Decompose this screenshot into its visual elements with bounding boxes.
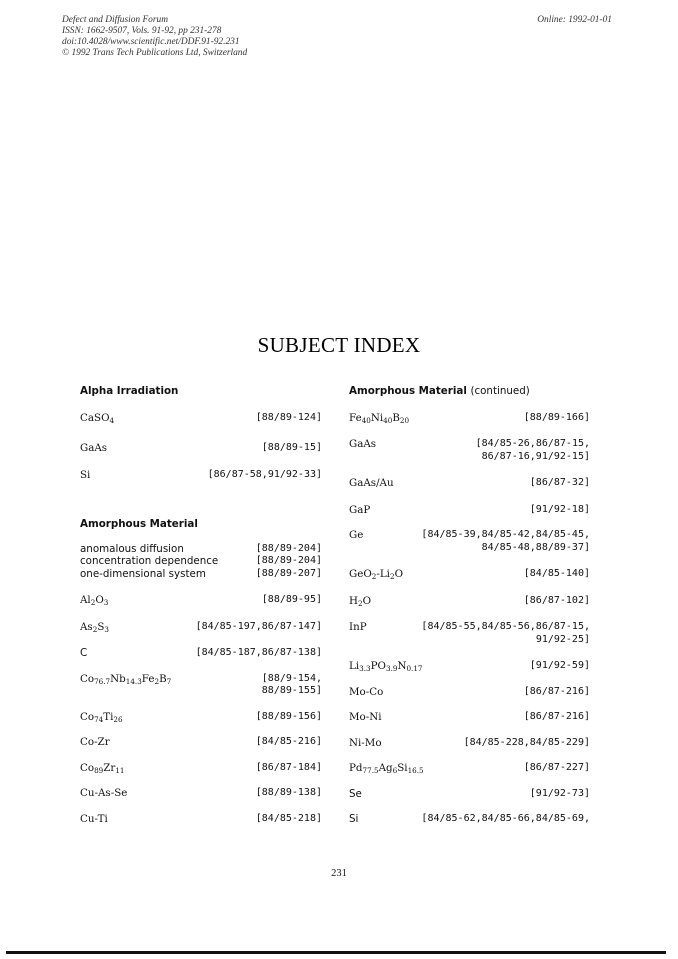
entry-reference: [88/9-154, 88/89-155] bbox=[261, 672, 322, 696]
entry-reference: [86/87-102] bbox=[523, 594, 590, 606]
index-entry: $GeO_2-Li_2O$ [84/85-140] bbox=[349, 568, 590, 581]
entry-reference: [88/89-124] bbox=[255, 411, 322, 423]
entry-reference: [84/85-218] bbox=[255, 812, 322, 824]
entry-reference: [86/87-227] bbox=[523, 762, 590, 773]
entry-reference: [91/92-18] bbox=[529, 503, 590, 515]
entry-reference: [84/85-39,84/85-42,84/85-45, 84/85-48,88/89-37] bbox=[421, 529, 590, 553]
index-entry: Ni-Mo [84/85-228,84/85-229] bbox=[349, 736, 590, 749]
index-entry: $Li_{3.3}PO_{3.9}N_{0.17}$ [91/92-59] bbox=[349, 660, 590, 673]
index-subentry: one-dimensional system [88/89-207] bbox=[80, 567, 322, 580]
index-entry: Co-Zr [84/85-216] bbox=[80, 736, 322, 748]
entry-reference: [86/87-216] bbox=[523, 711, 590, 722]
index-entry: CaSO$_4$ [88/89-124] bbox=[80, 411, 322, 425]
index-entry: Mo-Ni [86/87-216] bbox=[349, 711, 590, 723]
entry-reference: [91/92-59] bbox=[529, 660, 590, 671]
entry-reference: [91/92-73] bbox=[529, 787, 590, 799]
entry-reference: [84/85-26,86/87-15, 86/87-16,91/92-15] bbox=[475, 438, 590, 462]
entry-reference: [84/85-216] bbox=[255, 736, 322, 747]
entry-reference: [84/85-197,86/87-147] bbox=[195, 620, 322, 632]
index-entry: Se [91/92-73] bbox=[349, 787, 590, 800]
index-entry: GaAs/Au [86/87-32] bbox=[349, 477, 590, 489]
journal-header bbox=[62, 15, 247, 59]
index-entry: $Co_{76.7}Nb_{14.3}Fe_2B_7$ [88/9-154, 88/89-155] bbox=[80, 672, 322, 696]
journal-doi: doi:10.4028/www.scientific.net/DDF.91-92.231 bbox=[62, 37, 240, 47]
journal-copyright: © 1992 Trans Tech Publications Ltd, Switzerland bbox=[62, 48, 248, 58]
index-entry: $Pd_{77.5}Ag_6Si_{16.5}$ [86/87-227] bbox=[349, 762, 590, 775]
index-entry: $Co_{74}Ti_{26}$ [88/89-156] bbox=[80, 710, 322, 724]
index-entry: Cu-Ti [84/85-218] bbox=[80, 812, 322, 825]
entry-reference: [88/89-207] bbox=[255, 567, 322, 579]
bottom-rule bbox=[6, 951, 666, 954]
entry-reference: [86/87-184] bbox=[255, 761, 322, 773]
index-entry: Si [84/85-62,84/85-66,84/85-69, bbox=[349, 813, 590, 825]
entry-reference: [84/85-55,84/85-56,86/87-15, 91/92-25] bbox=[421, 621, 590, 645]
entry-reference: [84/85-228,84/85-229] bbox=[463, 736, 590, 748]
entry-reference: [84/85-62,84/85-66,84/85-69, bbox=[421, 813, 590, 824]
entry-reference: [88/89-204] bbox=[255, 555, 322, 566]
page-title: SUBJECT INDEX bbox=[257, 333, 421, 357]
index-entry: GaP [91/92-18] bbox=[349, 503, 590, 516]
section-heading-alpha: Alpha Irradiation bbox=[80, 385, 179, 397]
journal-name: Defect and Diffusion Forum bbox=[62, 15, 168, 25]
entry-reference: [88/89-156] bbox=[255, 710, 322, 722]
page-number: 231 bbox=[331, 868, 347, 879]
online-date: Online: 1992-01-01 bbox=[537, 15, 612, 25]
entry-reference: [84/85-140] bbox=[523, 568, 590, 579]
index-entry: $H_2O$ [86/87-102] bbox=[349, 594, 590, 608]
index-entry: $Fe_{40}Ni_{40}B_{20}$ [88/89-166] bbox=[349, 411, 590, 425]
index-entry: Si [86/87-58,91/92-33] bbox=[80, 468, 322, 481]
index-entry: GaAs [84/85-26,86/87-15, 86/87-16,91/92-15] bbox=[349, 438, 590, 462]
index-entry: Ge [84/85-39,84/85-42,84/85-45, 84/85-48,88/89-37] bbox=[349, 529, 590, 553]
entry-reference: [88/89-15] bbox=[261, 442, 322, 453]
index-left-column bbox=[80, 385, 322, 825]
index-entry: Cu-As-Se [88/89-138] bbox=[80, 787, 322, 799]
index-entry: C [84/85-187,86/87-138] bbox=[80, 647, 322, 659]
index-entry: Mo-Co [86/87-216] bbox=[349, 685, 590, 698]
index-entry: InP [84/85-55,84/85-56,86/87-15, 91/92-25] bbox=[349, 621, 590, 645]
entry-reference: [88/89-204] bbox=[255, 542, 322, 554]
entry-reference: [88/89-166] bbox=[523, 411, 590, 423]
entry-reference: [86/87-216] bbox=[523, 685, 590, 697]
entry-reference: [88/89-95] bbox=[261, 594, 322, 605]
journal-issn: ISSN: 1662-9507, Vols. 91-92, pp 231-278 bbox=[62, 26, 222, 36]
entry-reference: [86/87-58,91/92-33] bbox=[207, 468, 322, 480]
index-entry: GaAs [88/89-15] bbox=[80, 442, 322, 454]
entry-reference: [86/87-32] bbox=[529, 477, 590, 488]
entry-reference: [84/85-187,86/87-138] bbox=[195, 647, 322, 658]
index-right-column bbox=[349, 385, 590, 826]
entry-reference: [88/89-138] bbox=[255, 787, 322, 798]
index-subentry: concentration dependence [88/89-204] bbox=[80, 555, 322, 567]
index-entry: $Al_2O_3$ [88/89-95] bbox=[80, 594, 322, 607]
section-heading-amorphous-continued: Amorphous Material (continued) bbox=[349, 385, 530, 397]
index-entry: $As_2S_3$ [84/85-197,86/87-147] bbox=[80, 620, 322, 634]
section-heading-amorphous: Amorphous Material bbox=[80, 518, 198, 530]
index-subentry: anomalous diffusion [88/89-204] bbox=[80, 542, 322, 555]
index-entry: $Co_{89}Zr_{11}$ [86/87-184] bbox=[80, 761, 322, 775]
